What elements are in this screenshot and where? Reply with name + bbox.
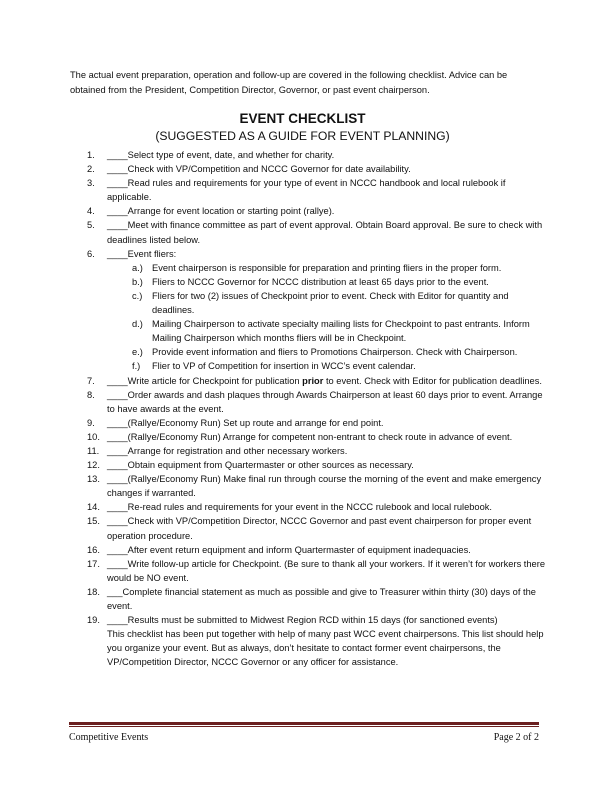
footer-divider [69, 722, 539, 725]
checklist-item [70, 176, 550, 204]
checklist-item [70, 388, 550, 416]
checklist-subtitle: (SUGGESTED AS A GUIDE FOR EVENT PLANNING) [155, 129, 450, 143]
subitem-label: e.) [132, 347, 143, 358]
subitem-text: Event chairperson is responsible for preparation and printing fliers in the proper form. [152, 262, 502, 273]
item-number: 14. [87, 502, 100, 513]
subitem-label: c.) [132, 290, 143, 301]
checklist-item [70, 162, 550, 176]
footer-divider-thin [69, 726, 539, 727]
item-text: ____Obtain equipment from Quartermaster or other sources as necessary. [107, 460, 414, 471]
checklist-item [70, 218, 550, 246]
item-number: 3. [87, 178, 95, 189]
item-text: ____Check with VP/Competition and NCCC Governor for date availability. [107, 164, 411, 175]
item-text: to event. Check with Editor for publication deadlines. [323, 375, 542, 386]
item-text: ____Results must be submitted to Midwest Region RCD within 15 days (for sanctioned events) [107, 615, 498, 626]
footer-page-number: Page 2 of 2 [493, 732, 539, 743]
checklist-subitem [70, 317, 550, 345]
closing-paragraph: This checklist has been put together with help of many past WCC event chairpersons. This list should help you organize your event. But as always, don’t hesitate to contact former event chairpersons, the VP/Competition Director, NCCC Governor or any officer for assistance. [107, 629, 544, 668]
item-text: ____Order awards and dash plaques through Awards Chairperson at least 60 days prior to event. Arrange to have awards at the event. [107, 389, 543, 414]
item-number: 13. [87, 474, 100, 485]
checklist-item [70, 374, 550, 388]
checklist-item [70, 247, 550, 261]
footer-section-name: Competitive Events [69, 732, 149, 743]
item-text: ____Arrange for event location or starting point (rallye). [107, 206, 335, 217]
subitem-text: Provide event information and fliers to Promotions Chairperson. Check with Chairperson. [152, 347, 518, 358]
item-number: 12. [87, 460, 100, 471]
item-number: 6. [87, 248, 95, 259]
checklist-subitem [70, 345, 550, 359]
item-text: ____(Rallye/Economy Run) Set up route and arrange for end point. [107, 417, 384, 428]
checklist-subitem [70, 289, 550, 317]
item-text: ____(Rallye/Economy Run) Arrange for competent non-entrant to check route in advance of event. [107, 431, 513, 442]
item-number: 10. [87, 431, 100, 442]
item-text-emphasis: prior [302, 375, 324, 386]
item-text: ____Meet with finance committee as part of event approval. Obtain Board approval. Be sure to check with deadlines listed below. [107, 220, 543, 245]
subitem-text: Flier to VP of Competition for insertion in WCC’s event calendar. [152, 361, 416, 372]
subitem-text: Mailing Chairperson to activate specialty mailing lists for Checkpoint to past entrants. Inform Mailing Chairperson which months fliers will be in Checkpoint. [152, 319, 530, 344]
item-number: 16. [87, 544, 100, 555]
item-text: ____Event fliers: [107, 248, 177, 259]
checklist-item [70, 543, 550, 557]
item-text: ____Re-read rules and requirements for your event in the NCCC rulebook and local rulebook. [107, 502, 492, 513]
subitem-text: Fliers to NCCC Governor for NCCC distribution at least 65 days prior to the event. [152, 276, 489, 287]
item-text: ____Write article for Checkpoint for publication [107, 375, 303, 386]
checklist-title: EVENT CHECKLIST [239, 111, 366, 126]
checklist-subitem [70, 275, 550, 289]
item-number: 5. [87, 220, 95, 231]
subitem-label: d.) [132, 319, 143, 330]
item-number: 2. [87, 164, 95, 175]
item-number: 1. [87, 150, 95, 160]
checklist-item [70, 557, 550, 585]
item-text: ____After event return equipment and inform Quartermaster of equipment inadequacies. [107, 544, 471, 555]
item-text: ____Write follow-up article for Checkpoint. (Be sure to thank all your workers. If it weren’t for workers there would be NO event. [107, 558, 545, 583]
checklist-item [70, 444, 550, 458]
item-number: 4. [87, 206, 95, 217]
item-text: ____Arrange for registration and other necessary workers. [107, 445, 348, 456]
checklist-item [70, 472, 550, 500]
item-number: 19. [87, 615, 100, 626]
checklist-item [70, 613, 550, 627]
checklist-item [70, 458, 550, 472]
checklist-item [70, 500, 550, 514]
checklist [70, 148, 550, 669]
item-text: ____Check with VP/Competition Director, NCCC Governor and past event chairperson for proper event operation procedure. [107, 516, 532, 541]
checklist-subitem [70, 359, 550, 373]
item-number: 8. [87, 389, 95, 400]
item-text: ____Read rules and requirements for your type of event in NCCC handbook and local rulebook if applicable. [107, 178, 506, 203]
checklist-item [70, 416, 550, 430]
item-text: ___Complete financial statement as much as possible and give to Treasurer within thirty (30) days of the event. [107, 586, 536, 611]
item-number: 17. [87, 558, 100, 569]
item-number: 15. [87, 516, 100, 527]
subitem-text: Fliers for two (2) issues of Checkpoint prior to event. Check with Editor for quantity and deadlines. [152, 290, 509, 316]
subitem-label: f.) [132, 361, 141, 372]
item-number: 18. [87, 586, 100, 597]
checklist-subitem [70, 261, 550, 275]
item-number: 9. [87, 417, 95, 428]
item-number: 7. [87, 375, 95, 386]
intro-paragraph: The actual event preparation, operation and follow-up are covered in the following checklist. Advice can be obtained from the President, Competition Director, Governor, or past event chairperson. [70, 70, 508, 95]
checklist-item [70, 585, 550, 613]
item-number: 11. [87, 445, 100, 456]
checklist-item [70, 148, 550, 162]
item-text: ____Select type of event, date, and whether for charity. [107, 150, 335, 160]
checklist-item [70, 204, 550, 218]
subitem-label: a.) [132, 262, 143, 273]
subitem-label: b.) [132, 276, 143, 287]
item-text: ____(Rallye/Economy Run) Make final run through course the morning of the event and make emergency changes if warranted. [107, 474, 542, 499]
checklist-item [70, 514, 550, 542]
checklist-item [70, 430, 550, 444]
